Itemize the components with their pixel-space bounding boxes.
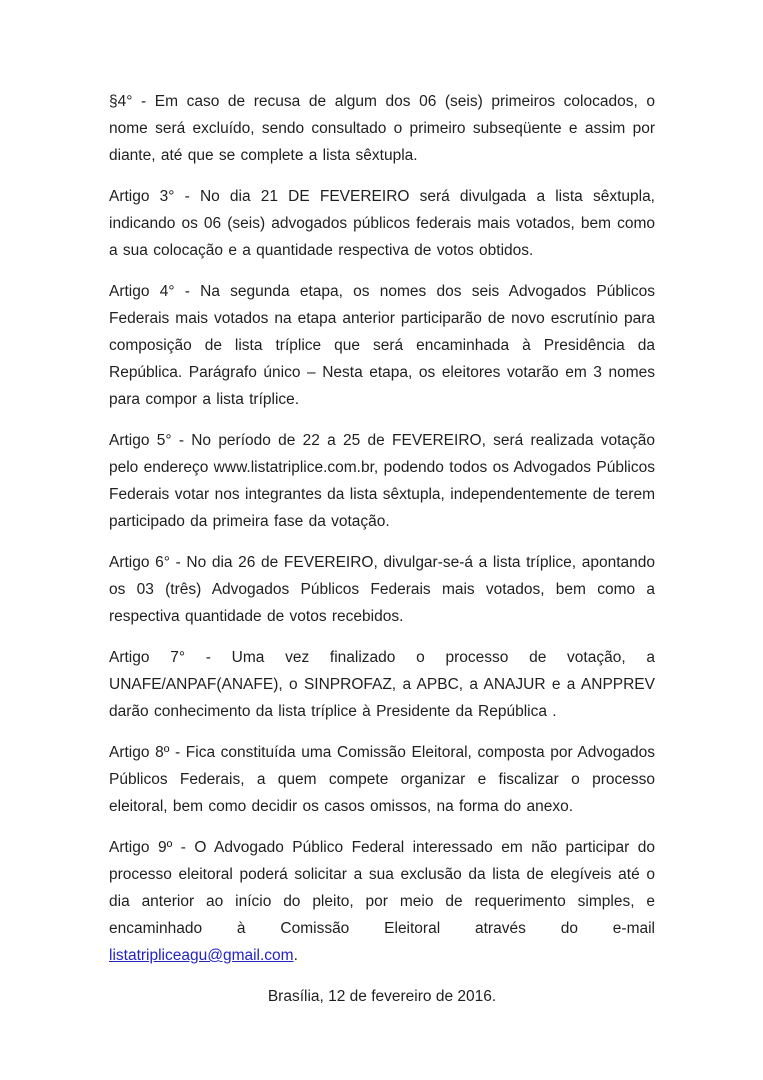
email-link[interactable]: listatripliceagu@gmail.com — [109, 947, 294, 964]
paragraph-artigo-3: Artigo 3° - No dia 21 DE FEVEREIRO será divulgada a lista sêxtupla, indicando os 06 (seis) advogados públicos federais mais votados, bem como a sua colocação e a quantidade respectiva de votos obtidos. — [109, 188, 655, 259]
paragraph-artigo-7: Artigo 7° - Uma vez finalizado o processo de votação, a UNAFE/ANPAF(ANAFE), o SINPROFAZ, a APBC, a ANAJUR e a ANPPREV darão conhecimento da lista tríplice à Presidente da República . — [109, 649, 655, 720]
dateline: Brasília, 12 de fevereiro de 2016. — [267, 988, 497, 1005]
paragraph-artigo-9-text: Artigo 9º - O Advogado Público Federal interessado em não participar do processo eleitoral poderá solicitar a sua exclusão da lista de elegíveis até o dia anterior ao início do pleito, por meio de requerimento simples, e encaminhado à Comissão Eleitoral através do e-mail — [109, 839, 655, 937]
paragraph-artigo-6: Artigo 6° - No dia 26 de FEVEREIRO, divulgar-se-á a lista tríplice, apontando os 03 (três) Advogados Públicos Federais mais votados, bem como a respectiva quantidade de votos recebidos. — [109, 554, 655, 625]
paragraph-section-4: §4° - Em caso de recusa de algum dos 06 (seis) primeiros colocados, o nome será excluído, sendo consultado o primeiro subseqüente e assim por diante, até que se complete a lista sêxtupla. — [109, 93, 655, 164]
paragraph-artigo-8: Artigo 8º - Fica constituída uma Comissão Eleitoral, composta por Advogados Públicos Federais, a quem compete organizar e fiscalizar o processo eleitoral, bem como decidir os casos omissos, na forma do anexo. — [109, 744, 655, 815]
paragraph-artigo-9 — [109, 834, 655, 969]
paragraph-artigo-4: Artigo 4° - Na segunda etapa, os nomes dos seis Advogados Públicos Federais mais votados na etapa anterior participarão de novo escrutínio para composição de lista tríplice que será encaminhada à Presidência da República. Parágrafo único – Nesta etapa, os eleitores votarão em 3 nomes para compor a lista tríplice. — [109, 283, 655, 408]
paragraph-artigo-9-period: . — [293, 947, 298, 964]
paragraph-artigo-5: Artigo 5° - No período de 22 a 25 de FEVEREIRO, será realizada votação pelo endereço www.listatriplice.com.br, podendo todos os Advogados Públicos Federais votar nos integrantes da lista sêxtupla, independentemente de terem participado da primeira fase da votação. — [109, 432, 655, 530]
